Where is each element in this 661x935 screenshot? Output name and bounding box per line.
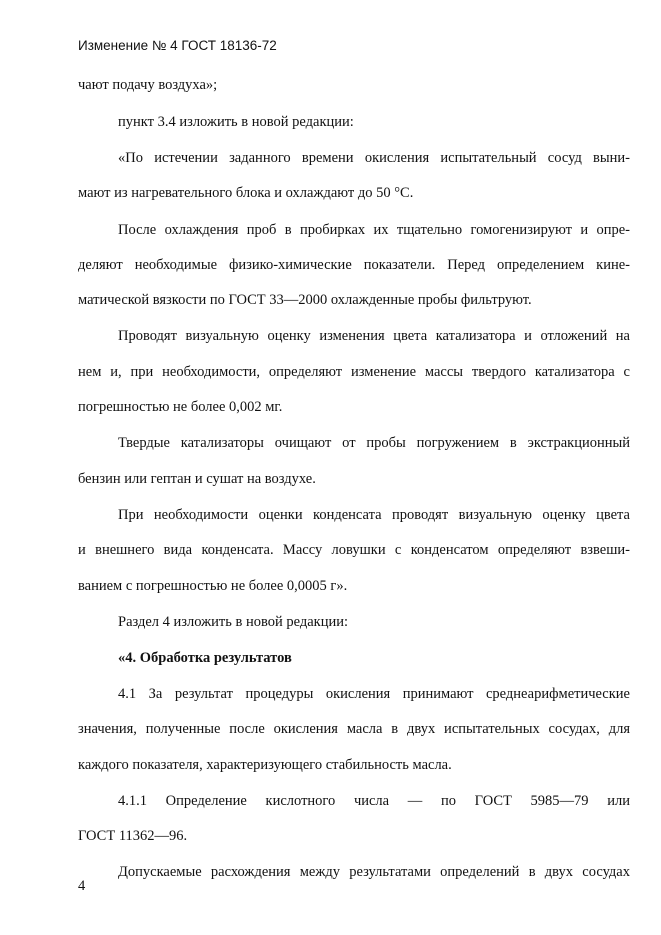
text-line: пункт 3.4 изложить в новой редакции: xyxy=(118,114,354,130)
text-line: мают из нагревательного блока и охлаждают до 50 °С. xyxy=(78,185,414,201)
text-line: каждого показателя, характеризующего стабильность масла. xyxy=(78,757,452,773)
text-line: ГОСТ 11362—96. xyxy=(78,828,188,844)
text-line: «По истечении заданного времени окисления испытательный сосуд выни- xyxy=(118,150,630,166)
document-header: Изменение № 4 ГОСТ 18136-72 xyxy=(78,38,277,53)
text-line: ванием с погрешностью не более 0,0005 г». xyxy=(78,578,348,594)
text-line: 4.1 За результат процедуры окисления принимают среднеарифметические xyxy=(118,686,630,702)
text-line: Допускаемые расхождения между результатами определений в двух сосудах xyxy=(118,864,630,880)
text-line: значения, полученные после окисления масла в двух испытательных сосудах, для xyxy=(78,721,630,737)
text-line: и внешнего вида конденсата. Массу ловушки с конденсатом определяют взвеши- xyxy=(78,542,630,558)
text-line: Раздел 4 изложить в новой редакции: xyxy=(118,614,349,630)
text-line: нем и, при необходимости, определяют изменение массы твердого катализатора с xyxy=(78,364,630,380)
text-line: Проводят визуальную оценку изменения цвета катализатора и отложений на xyxy=(118,328,630,344)
text-line: Твердые катализаторы очищают от пробы погружением в экстракционный xyxy=(118,435,630,451)
section-heading: «4. Обработка результатов xyxy=(118,650,292,666)
text-line: деляют необходимые физико-химические показатели. Перед определением кине- xyxy=(78,257,630,273)
text-line: После охлаждения проб в пробирках их тщательно гомогенизируют и опре- xyxy=(118,222,630,238)
text-line: чают подачу воздуха»; xyxy=(78,77,218,93)
text-line: матической вязкости по ГОСТ 33—2000 охлажденные пробы фильтруют. xyxy=(78,292,532,308)
text-line: погрешностью не более 0,002 мг. xyxy=(78,399,283,415)
text-line: При необходимости оценки конденсата проводят визуальную оценку цвета xyxy=(118,507,630,523)
text-line: 4.1.1 Определение кислотного числа — по ГОСТ 5985—79 или xyxy=(118,793,630,809)
page-number: 4 xyxy=(78,878,86,894)
text-line: бензин или гептан и сушат на воздухе. xyxy=(78,471,316,487)
